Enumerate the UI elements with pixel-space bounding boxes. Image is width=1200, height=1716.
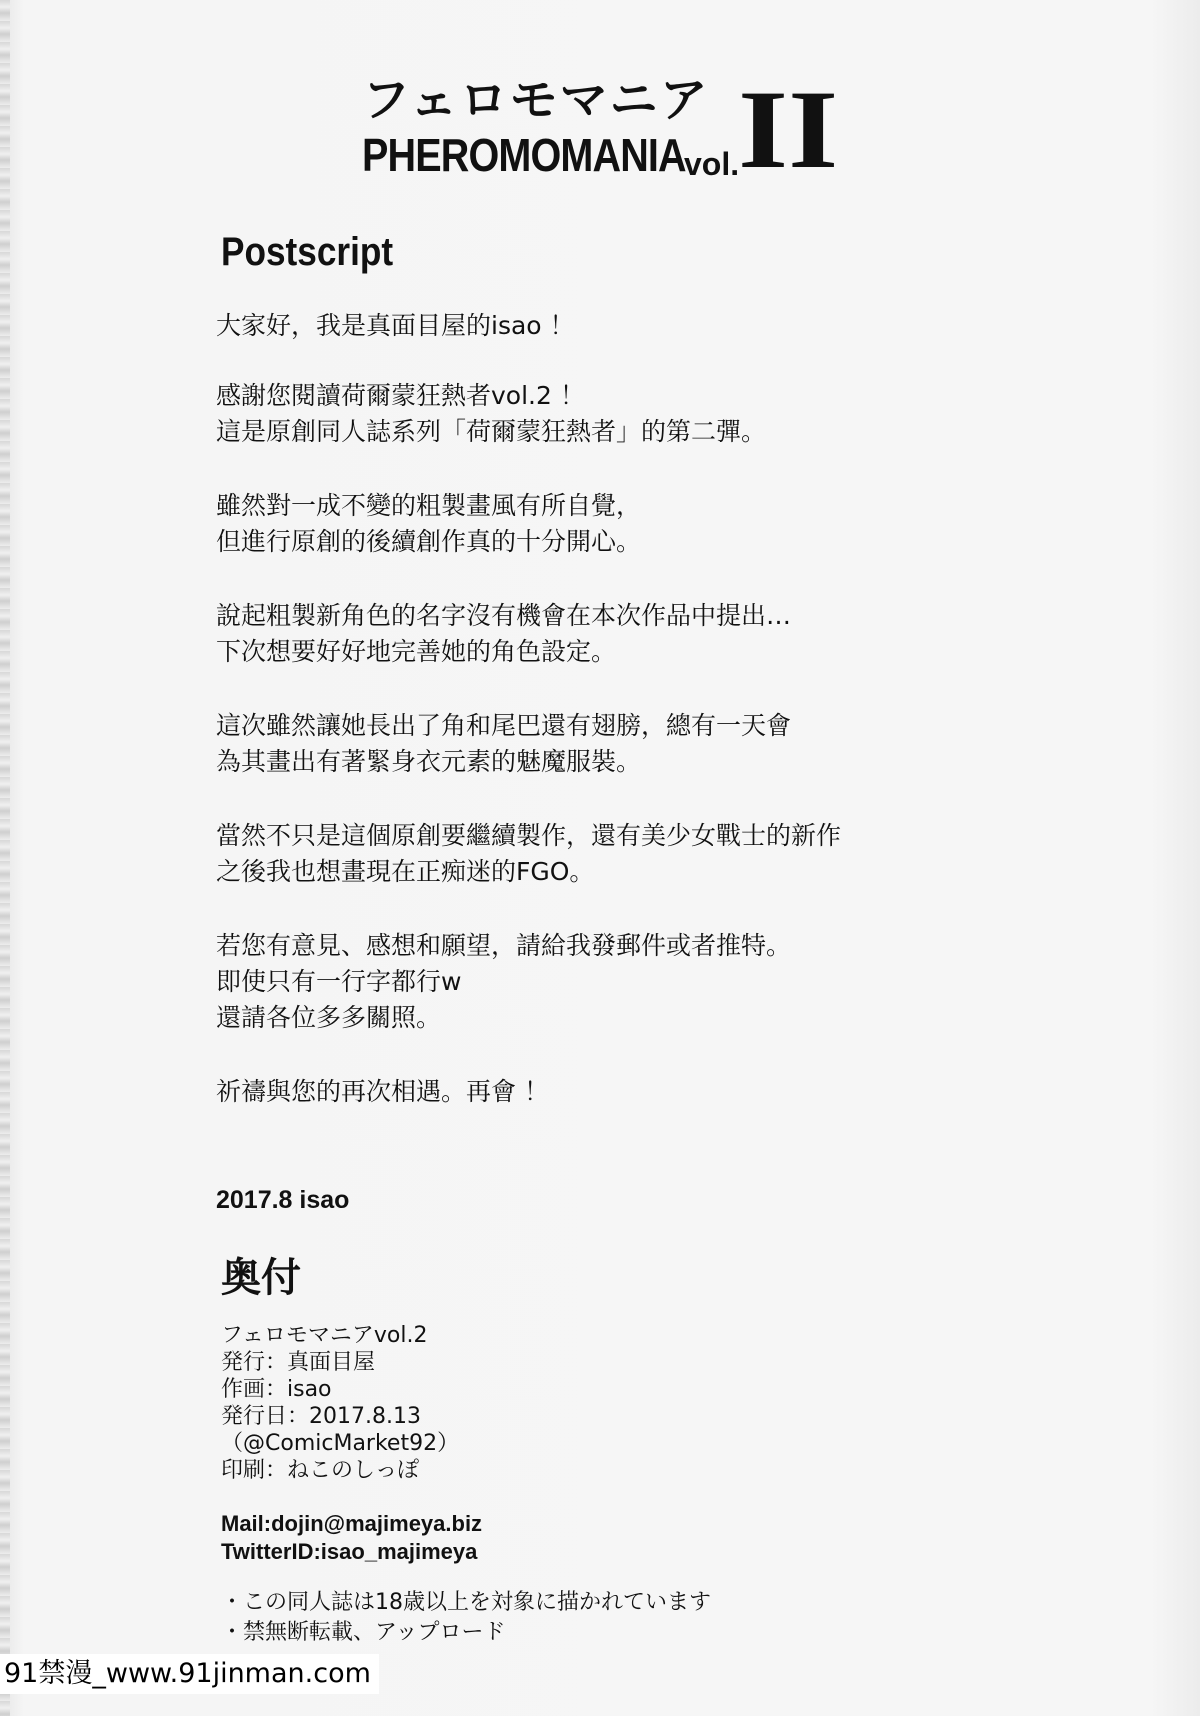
postscript-paragraph: [216, 928, 791, 1036]
note-line: ・禁無断転載、アップロード: [221, 1620, 506, 1645]
postscript-paragraph: [216, 818, 841, 890]
postscript-line: 為其畫出有著緊身衣元素的魅魔服裝。: [216, 747, 642, 776]
postscript-heading: Postscript: [221, 230, 394, 274]
postscript-line: 大家好，我是真面目屋的isao ！: [216, 311, 575, 340]
title-japanese: フェロモマニア: [362, 72, 710, 128]
postscript-line: 感謝您閱讀荷爾蒙狂熱者vol.2 ！: [216, 381, 585, 410]
signature-date: 2017.8 isao: [216, 1186, 350, 1214]
contact-mail: Mail:dojin@majimeya.biz: [221, 1511, 483, 1536]
postscript-paragraph: [216, 598, 791, 670]
title-vol-label: vol.: [684, 146, 740, 182]
postscript-paragraph: [216, 308, 575, 344]
postscript-line: 這次雖然讓她長出了角和尾巴還有翅膀，總有一天會: [216, 711, 792, 740]
postscript-line: 之後我也想畫現在正痴迷的FGO。: [216, 857, 595, 886]
postscript-line: 還請各位多多關照。: [216, 1003, 442, 1032]
postscript-line: 當然不只是這個原創要繼續製作，還有美少女戰士的新作: [216, 821, 842, 850]
note-line: ・この同人誌は18歳以上を対象に描かれています: [221, 1590, 711, 1615]
colophon-details: [221, 1322, 459, 1484]
colophon-line: 発行日：2017.8.13: [221, 1404, 421, 1429]
postscript-line: 即使只有一行字都行w: [216, 967, 462, 996]
site-watermark: 91禁漫_www.91jinman.com: [0, 1654, 379, 1694]
postscript-line: 若您有意見、感想和願望，請給我發郵件或者推特。: [216, 931, 792, 960]
title-english: PHEROMOMANIA: [362, 129, 686, 181]
contact-twitter: TwitterID:isao_majimeya: [221, 1539, 478, 1564]
colophon-line: 作画：isao: [221, 1377, 332, 1402]
postscript-line: 說起粗製新角色的名字沒有機會在本次作品中提出…: [216, 601, 792, 630]
postscript-paragraph: [216, 378, 766, 450]
notes: [221, 1588, 711, 1648]
postscript-line: 下次想要好好地完善她的角色設定。: [216, 637, 617, 666]
title-volume-numeral: II: [738, 68, 839, 192]
postscript-line: 祈禱與您的再次相遇。再會 ！: [216, 1077, 549, 1106]
postscript-line: 雖然對一成不變的粗製畫風有所自覺，: [216, 491, 642, 520]
postscript-paragraph: [216, 488, 641, 560]
contact-info: [221, 1510, 482, 1566]
postscript-line: 這是原創同人誌系列「荷爾蒙狂熱者」的第二彈。: [216, 417, 767, 446]
postscript-paragraph: [216, 708, 791, 780]
colophon-line: 印刷：ねこのしっぽ: [221, 1458, 420, 1483]
colophon-heading: 奥付: [221, 1255, 301, 1301]
postscript-line: 但進行原創的後續創作真的十分開心。: [216, 527, 642, 556]
postscript-paragraph: [216, 1074, 549, 1110]
paper-edge: [0, 0, 10, 1716]
colophon-line: フェロモマニアvol.2: [221, 1323, 428, 1348]
colophon-line: （@ComicMarket92）: [221, 1431, 460, 1456]
colophon-line: 発行：真面目屋: [221, 1350, 376, 1375]
